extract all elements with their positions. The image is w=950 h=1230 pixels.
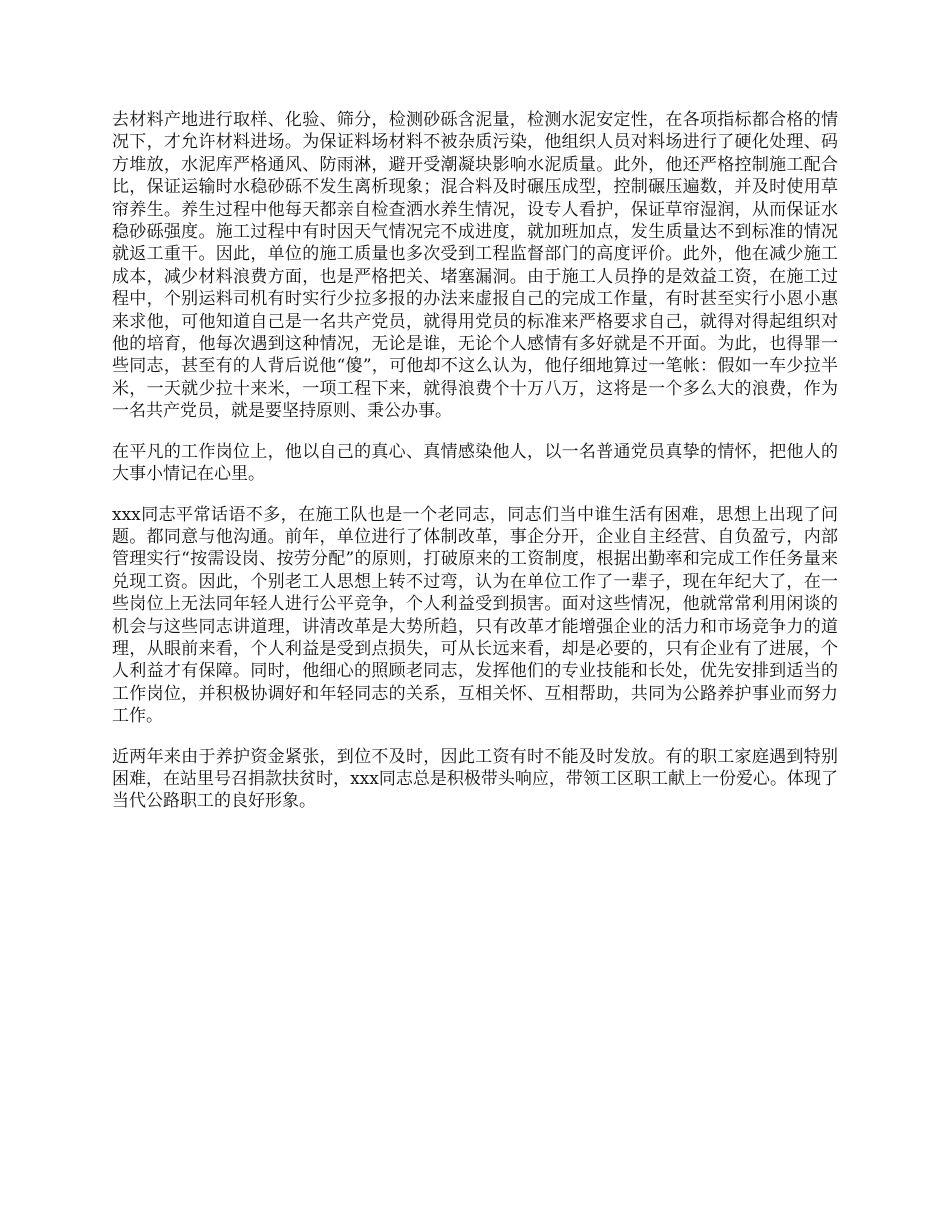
paragraph-2: 在平凡的工作岗位上，他以自己的真心、真情感染他人，以一名普通党员真挚的情怀，把他人的大事小情记在心里。 — [112, 441, 838, 485]
paragraph-1: 去材料产地进行取样、化验、筛分，检测砂砾含泥量，检测水泥安定性，在各项指标都合格的情况下，才允许材料进场。为保证料场材料不被杂质污染，他组织人员对料场进行了硬化处理、码方堆放，水泥库严格通风、防雨淋，避开受潮凝块影响水泥质量。此外，他还严格控制施工配合比，保证运输时水稳砂砾不发生离析现象；混合料及时碾压成型，控制碾压遍数，并及时使用草帘养生。养生过程中他每天都亲自检查洒水养生情况，设专人看护，保证草帘湿润，从而保证水稳砂砾强度。施工过程中有时因天气情况完不成进度，就加班加点，发生质量达不到标准的情况就返工重干。因此，单位的施工质量也多次受到工程监督部门的高度评价。此外，他在减少施工成本，减少材料浪费方面，也是严格把关、堵塞漏洞。由于施工人员挣的是效益工资，在施工过程中，个别运料司机有时实行少拉多报的办法来虚报自己的完成工作量，有时甚至实行小恩小惠来求他，可他知道自己是一名共产党员，就得用党员的标准来严格要求自己，就得对得起组织对他的培育，他每次遇到这种情况，无论是谁，无论个人感情有多好就是不开面。为此，也得罪一些同志，甚至有的人背后说他“傻”，可他却不这么认为，他仔细地算过一笔帐：假如一车少拉半米，一天就少拉十来米，一项工程下来，就得浪费个十万八万，这将是一个多么大的浪费，作为一名共产党员，就是要坚持原则、秉公办事。 — [112, 110, 838, 422]
paragraph-3: xxx同志平常话语不多，在施工队也是一个老同志，同志们当中谁生活有困难，思想上出现了问题。都同意与他沟通。前年，单位进行了体制改革，事企分开，企业自主经营、自负盈亏，内部管理实行“按需设岗、按劳分配”的原则，打破原来的工资制度，根据出勤率和完成工作任务量来兑现工资。因此，个别老工人思想上转不过弯，认为在单位工作了一辈子，现在年纪大了，在一些岗位上无法同年轻人进行公平竞争，个人利益受到损害。面对这些情况，他就常常利用闲谈的机会与这些同志讲道理，讲清改革是大势所趋，只有改革才能增强企业的活力和市场竞争力的道理，从眼前来看，个人利益是受到点损失，可从长远来看，却是必要的，只有企业有了进展，个人利益才有保障。同时，他细心的照顾老同志，发挥他们的专业技能和长处，优先安排到适当的工作岗位，并积极协调好和年轻同志的关系，互相关怀、互相帮助，共同为公路养护事业而努力工作。 — [112, 504, 838, 727]
paragraph-4: 近两年来由于养护资金紧张，到位不及时，因此工资有时不能及时发放。有的职工家庭遇到特别困难，在站里号召捐款扶贫时，xxx同志总是积极带头响应，带领工区职工献上一份爱心。体现了当代公路职工的良好形象。 — [112, 746, 838, 812]
document-body — [112, 109, 838, 831]
